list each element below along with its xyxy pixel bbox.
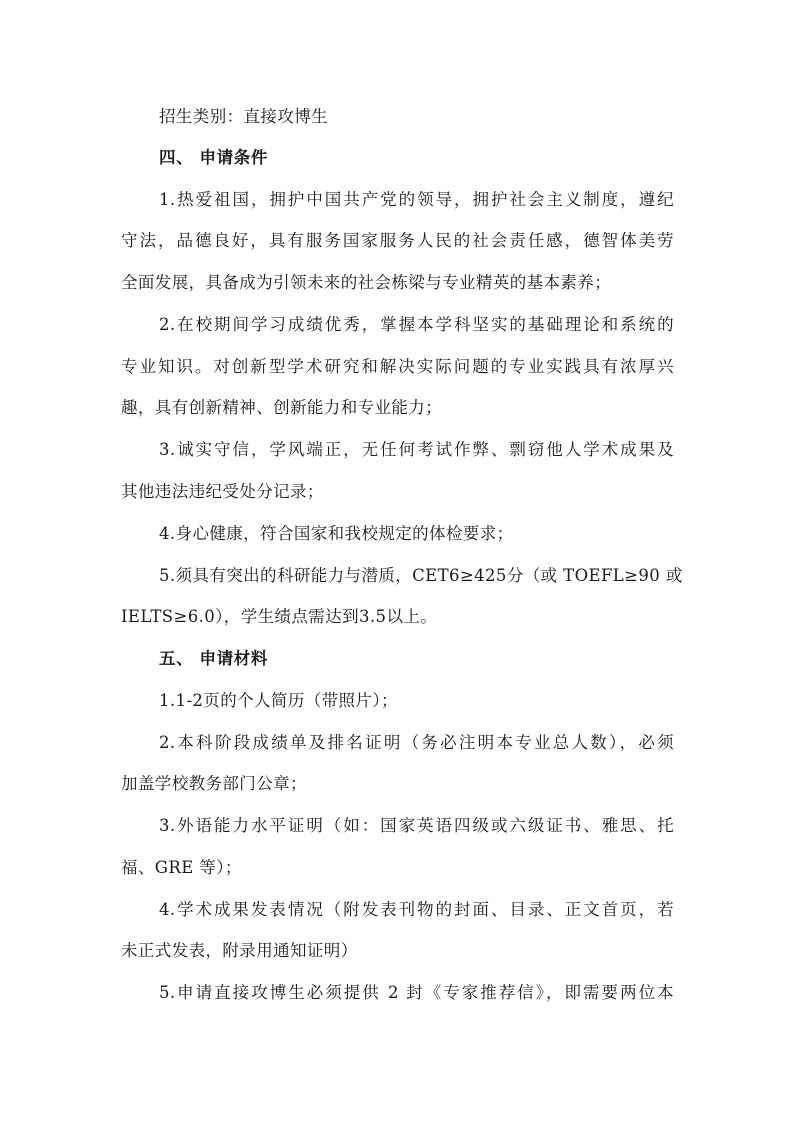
condition-3-line-1: 3.诚实守信，学风端正，无任何考试作弊、剽窃他人学术成果及	[159, 440, 674, 459]
material-3-line-1: 3.外语能力水平证明（如：国家英语四级或六级证书、雅思、托	[159, 816, 674, 835]
material-2-line-1: 2.本科阶段成绩单及排名证明（务必注明本专业总人数），必须	[159, 733, 674, 752]
condition-5-line-1: 5.须具有突出的科研能力与潜质，CET6≥425分（或 TOEFL≥90 或	[159, 566, 683, 585]
condition-1-line-3: 全面发展，具备成为引领未来的社会栋梁与专业精英的基本素养；	[121, 273, 612, 292]
enrollment-category: 招生类别：直接攻博生	[159, 107, 328, 126]
condition-2-line-2: 专业知识。对创新型学术研究和解决实际问题的专业实践具有浓厚兴	[121, 357, 674, 376]
condition-2-line-3: 趣，具有创新精神、创新能力和专业能力；	[121, 398, 443, 417]
material-1-line-1: 1.1-2页的个人简历（带照片）；	[159, 691, 398, 710]
condition-5-line-2: IELTS≥6.0），学生绩点需达到3.5以上。	[121, 607, 438, 626]
material-2-line-2: 加盖学校教务部门公章；	[121, 774, 307, 793]
section-heading-application-materials: 五、 申请材料	[159, 649, 268, 668]
material-4-line-1: 4.学术成果发表情况（附发表刊物的封面、目录、正文首页，若	[159, 900, 674, 919]
condition-1-line-2: 守法，品德良好，具有服务国家服务人民的社会责任感，德智体美劳	[121, 231, 674, 250]
material-4-line-2: 未正式发表，附录用通知证明）	[121, 941, 358, 960]
condition-3-line-2: 其他违法违纪受处分记录；	[121, 482, 324, 501]
condition-4-line-1: 4.身心健康，符合国家和我校规定的体检要求；	[159, 524, 514, 543]
material-3-line-2: 福、GRE 等）；	[121, 858, 242, 877]
condition-1-line-1: 1.热爱祖国，拥护中国共产党的领导，拥护社会主义制度，遵纪	[159, 190, 674, 209]
material-5-line-1: 5.申请直接攻博生必须提供 2 封《专家推荐信》，即需要两位本	[159, 983, 674, 1002]
condition-2-line-1: 2.在校期间学习成绩优秀，掌握本学科坚实的基础理论和系统的	[159, 315, 674, 334]
section-heading-application-conditions: 四、 申请条件	[159, 148, 268, 167]
